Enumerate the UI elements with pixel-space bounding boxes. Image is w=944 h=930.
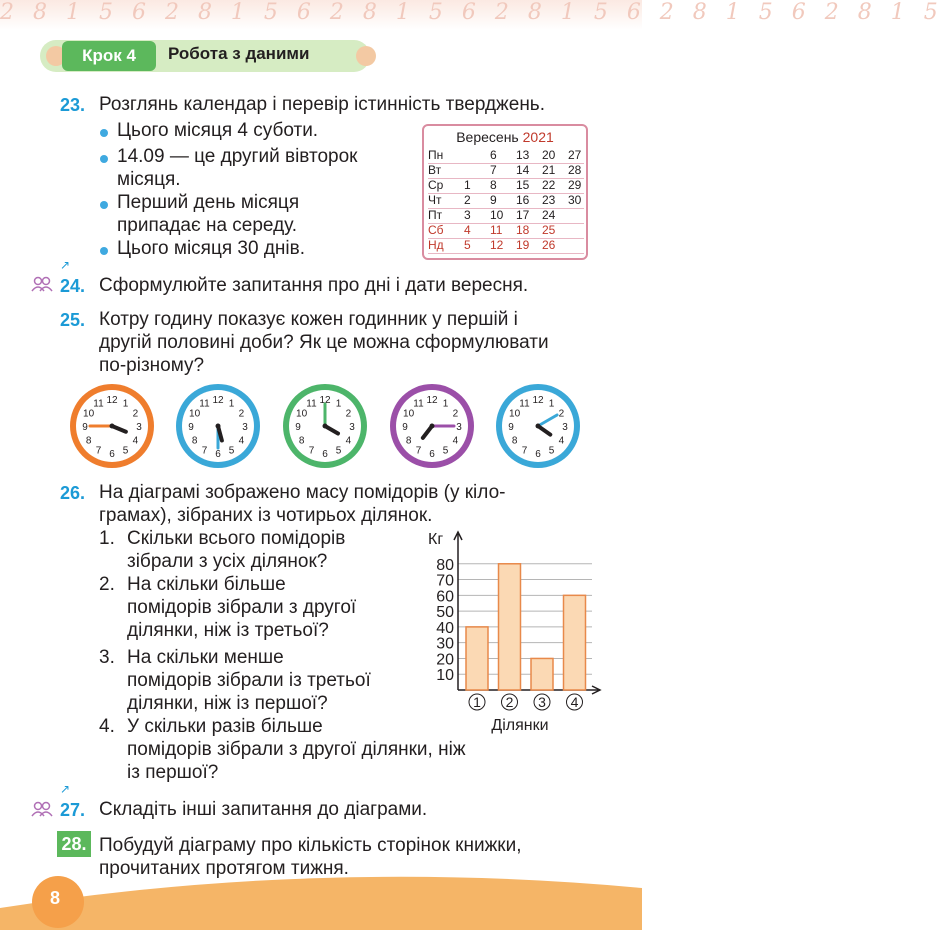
calendar-date: 19 (516, 238, 530, 252)
clock-numeral: 9 (188, 422, 194, 433)
task-25-line: по-різному? (99, 355, 205, 376)
clock-numeral: 11 (199, 398, 210, 410)
calendar-date: 4 (464, 223, 471, 237)
calendar-date: 1 (464, 178, 471, 192)
chart-y-tick-label: 30 (436, 635, 454, 653)
chart-y-tick-label: 50 (436, 604, 454, 622)
clock-numeral: 4 (345, 435, 352, 447)
chart-x-tick-label: 3 (538, 694, 546, 710)
task-25-number: 25. (60, 310, 86, 330)
pair-work-icon (30, 801, 54, 817)
clock-numeral: 4 (132, 435, 139, 447)
clock-numeral: 10 (509, 408, 521, 420)
clock-center (430, 424, 435, 429)
chart-y-tick-label: 20 (436, 651, 454, 669)
task-25-line: другій половині доби? Як це можна сформулювати (99, 332, 549, 353)
calendar-month: Вересень (456, 129, 519, 145)
calendar-date: 28 (568, 163, 582, 177)
task-23-bullet: Цього місяця 4 суботи. (117, 120, 319, 141)
clock-numeral: 8 (85, 435, 92, 447)
chart-y-tick-label: 70 (436, 572, 454, 590)
task-25-line: Котру годину показує кожен годинник у першій і (99, 309, 518, 330)
clock-numeral: 2 (345, 408, 352, 420)
clock-numeral: 10 (296, 408, 308, 420)
task-28-line: Побудуй діаграму про кількість сторінок книжки, (99, 835, 522, 856)
calendar-date: 29 (568, 178, 582, 192)
clock-numeral: 7 (308, 445, 315, 457)
calendar-date: 7 (490, 163, 497, 177)
clock-numeral: 6 (322, 449, 328, 460)
clock-numeral: 5 (228, 445, 235, 457)
calendar-date: 23 (542, 193, 556, 207)
question-line: помідорів зібрали із третьої (127, 670, 371, 691)
calendar-date: 16 (516, 193, 530, 207)
task-23-bullet: Перший день місяця (117, 192, 300, 213)
clock-numeral: 10 (189, 408, 201, 420)
task-28-line: прочитаних протягом тижня. (99, 858, 349, 879)
question-line: зібрали з усіх ділянок? (127, 551, 328, 572)
question-line: помідорів зібрали з другої ділянки, ніж (127, 739, 466, 760)
clock-numeral: 2 (132, 408, 139, 420)
calendar-date: 2 (464, 193, 471, 207)
calendar-weekday: Чт (428, 193, 442, 207)
clock-numeral: 6 (535, 449, 541, 460)
calendar-date: 9 (490, 193, 497, 207)
question-line: ділянки, ніж із першої? (127, 693, 328, 714)
chart-y-tick-label: 10 (436, 667, 454, 685)
clock-numeral: 3 (562, 422, 568, 433)
clock-numeral: 8 (298, 435, 305, 447)
question-line: На скільки менше (127, 647, 284, 668)
clock-numeral: 8 (191, 435, 198, 447)
task-28-number: 28. (57, 831, 91, 857)
arrow-hint-icon: ↗ (60, 258, 71, 272)
clock-numeral: 12 (532, 395, 544, 406)
chart-y-tick-label: 80 (436, 556, 454, 574)
clock-center (110, 424, 115, 429)
clock-numeral: 9 (402, 422, 408, 433)
step-badge: Крок 4 (62, 41, 156, 71)
calendar-weekday: Ср (428, 178, 444, 192)
calendar-date: 8 (490, 178, 497, 192)
clock-numeral: 7 (95, 445, 102, 457)
chart-y-axis-label: Кг (428, 531, 444, 548)
clock-numeral: 7 (415, 445, 422, 457)
calendar-row (428, 178, 586, 194)
question-line: ділянки, ніж із третьої? (127, 620, 329, 641)
clock-numeral: 9 (82, 422, 88, 433)
calendar-date: 30 (568, 193, 582, 207)
calendar-date: 15 (516, 178, 530, 192)
bullet-dot (100, 201, 108, 209)
calendar-row (428, 223, 586, 239)
calendar-widget (422, 124, 588, 260)
pair-work-icon (30, 276, 54, 292)
calendar-weekday: Пт (428, 208, 443, 222)
clock-numeral: 7 (201, 445, 208, 457)
clock-numeral: 5 (548, 445, 555, 457)
calendar-date: 17 (516, 208, 530, 222)
calendar-divider (428, 253, 584, 254)
clock-numeral: 8 (405, 435, 412, 447)
clock-center (216, 424, 221, 429)
chart-x-tick-label: 2 (505, 694, 514, 710)
chart-bar (564, 595, 586, 690)
calendar-title (424, 129, 586, 145)
calendar-weekday: Нд (428, 238, 444, 252)
calendar-date: 13 (516, 148, 530, 162)
clock-numeral: 5 (442, 445, 449, 457)
hand-right-icon (356, 46, 376, 66)
clock-numeral: 1 (335, 398, 342, 410)
clock-numeral: 12 (319, 395, 331, 406)
clock-numeral: 1 (548, 398, 555, 410)
clock-numeral: 6 (429, 449, 435, 460)
clock-numeral: 4 (238, 435, 245, 447)
section-title: Робота з даними (168, 44, 310, 63)
chart-x-tick-label: 4 (570, 694, 579, 710)
chart-bar (531, 658, 553, 690)
chart-y-tick-label: 40 (436, 619, 454, 637)
bullet-dot (100, 155, 108, 163)
page-number: 8 (50, 888, 61, 908)
clock-numeral: 8 (511, 435, 518, 447)
clock-numeral: 2 (238, 408, 245, 420)
clock-numeral: 9 (508, 422, 514, 433)
clock-numeral: 1 (228, 398, 235, 410)
clock-numeral: 6 (109, 449, 115, 460)
clock-numeral: 4 (452, 435, 459, 447)
clock-numeral: 3 (349, 422, 355, 433)
calendar-date: 3 (464, 208, 471, 222)
calendar-row (428, 148, 586, 164)
task-26-line: грамах), зібраних із чотирьох ділянок. (99, 505, 433, 526)
task-23-bullet-cont: припадає на середу. (117, 215, 298, 236)
clock-numeral: 11 (93, 398, 104, 410)
top-decor-digits: 2 8 1 5 6 2 8 1 5 6 2 8 1 5 6 2 8 1 5 6 2 8 1 5 6 2 8 1 5 (0, 0, 944, 25)
calendar-date: 24 (542, 208, 556, 222)
question-line: На скільки більше (127, 574, 286, 595)
clock-numeral: 1 (122, 398, 129, 410)
chart-bar (499, 564, 521, 690)
clock-numeral: 3 (242, 422, 248, 433)
bullet-dot (100, 247, 108, 255)
clock-numeral: 7 (521, 445, 528, 457)
calendar-date: 10 (490, 208, 504, 222)
clock-center (536, 424, 541, 429)
clock-face-icon (170, 378, 266, 474)
calendar-date: 11 (490, 223, 503, 237)
arrow-hint-icon: ↗ (60, 782, 71, 796)
calendar-date: 26 (542, 238, 556, 252)
calendar-row (428, 193, 586, 209)
clock-numeral: 1 (442, 398, 449, 410)
calendar-date: 14 (516, 163, 530, 177)
clock-numeral: 9 (295, 422, 301, 433)
task-26-line: На діаграмі зображено масу помідорів (у кіло- (99, 482, 506, 503)
clock-face-icon (490, 378, 586, 474)
task-23-bullet: 14.09 — це другий вівторок (117, 146, 358, 167)
question-line: помідорів зібрали з другої (127, 597, 357, 618)
calendar-row (428, 163, 586, 179)
clock-numeral: 3 (136, 422, 142, 433)
task-27-number: 27. (60, 800, 86, 820)
chart-x-tick-label: 1 (473, 694, 481, 710)
calendar-year: 2021 (522, 129, 554, 145)
calendar-date: 5 (464, 238, 471, 252)
clock-face-icon (64, 378, 160, 474)
question-line: У скільки разів більше (127, 716, 323, 737)
task-26-number: 26. (60, 483, 86, 503)
clock-face-icon (384, 378, 480, 474)
chart-bar (466, 627, 488, 690)
question-number: 3. (99, 647, 115, 668)
calendar-date: 18 (516, 223, 530, 237)
chart-y-tick-label: 60 (436, 588, 454, 606)
bullet-dot (100, 129, 108, 137)
question-number: 2. (99, 574, 115, 595)
task-24-number: 24. (60, 276, 86, 296)
task-27-text: Складіть інші запитання до діаграми. (99, 799, 428, 820)
clock-center (323, 424, 328, 429)
task-23-text: Розглянь календар і перевір істинність тверджень. (99, 94, 545, 115)
chart-x-axis-label: Ділянки (491, 717, 549, 734)
clock-numeral: 11 (519, 398, 530, 410)
calendar-date: 21 (542, 163, 556, 177)
calendar-date: 22 (542, 178, 556, 192)
bar-chart (408, 526, 608, 738)
calendar-date: 6 (490, 148, 497, 162)
question-number: 4. (99, 716, 115, 737)
question-line: Скільки всього помідорів (127, 528, 346, 549)
clock-numeral: 3 (456, 422, 462, 433)
clock-numeral: 12 (212, 395, 224, 406)
calendar-weekday: Пн (428, 148, 444, 162)
task-23-number: 23. (60, 95, 86, 115)
clock-numeral: 2 (558, 408, 565, 420)
clock-face-icon (277, 378, 373, 474)
clock-numeral: 5 (335, 445, 342, 457)
clock-numeral: 11 (413, 398, 424, 410)
task-24-text: Сформулюйте запитання про дні і дати вересня. (99, 275, 529, 296)
clock-numeral: 5 (122, 445, 129, 457)
calendar-date: 25 (542, 223, 556, 237)
clock-numeral: 2 (452, 408, 459, 420)
question-number: 1. (99, 528, 115, 549)
calendar-date: 20 (542, 148, 556, 162)
clock-numeral: 10 (83, 408, 95, 420)
calendar-row (428, 238, 586, 254)
clock-numeral: 12 (426, 395, 438, 406)
bottom-decor-arc (0, 868, 642, 930)
calendar-date: 12 (490, 238, 504, 252)
task-23-bullet-cont: місяця. (117, 169, 181, 190)
clock-numeral: 6 (215, 449, 221, 460)
task-23-bullet: Цього місяця 30 днів. (117, 238, 305, 259)
calendar-weekday: Сб (428, 223, 444, 237)
calendar-weekday: Вт (428, 163, 442, 177)
clock-numeral: 10 (403, 408, 415, 420)
clock-numeral: 12 (106, 395, 118, 406)
calendar-row (428, 208, 586, 224)
calendar-date: 27 (568, 148, 582, 162)
clock-numeral: 4 (558, 435, 565, 447)
question-line: із першої? (127, 762, 219, 783)
clock-numeral: 11 (306, 398, 317, 410)
